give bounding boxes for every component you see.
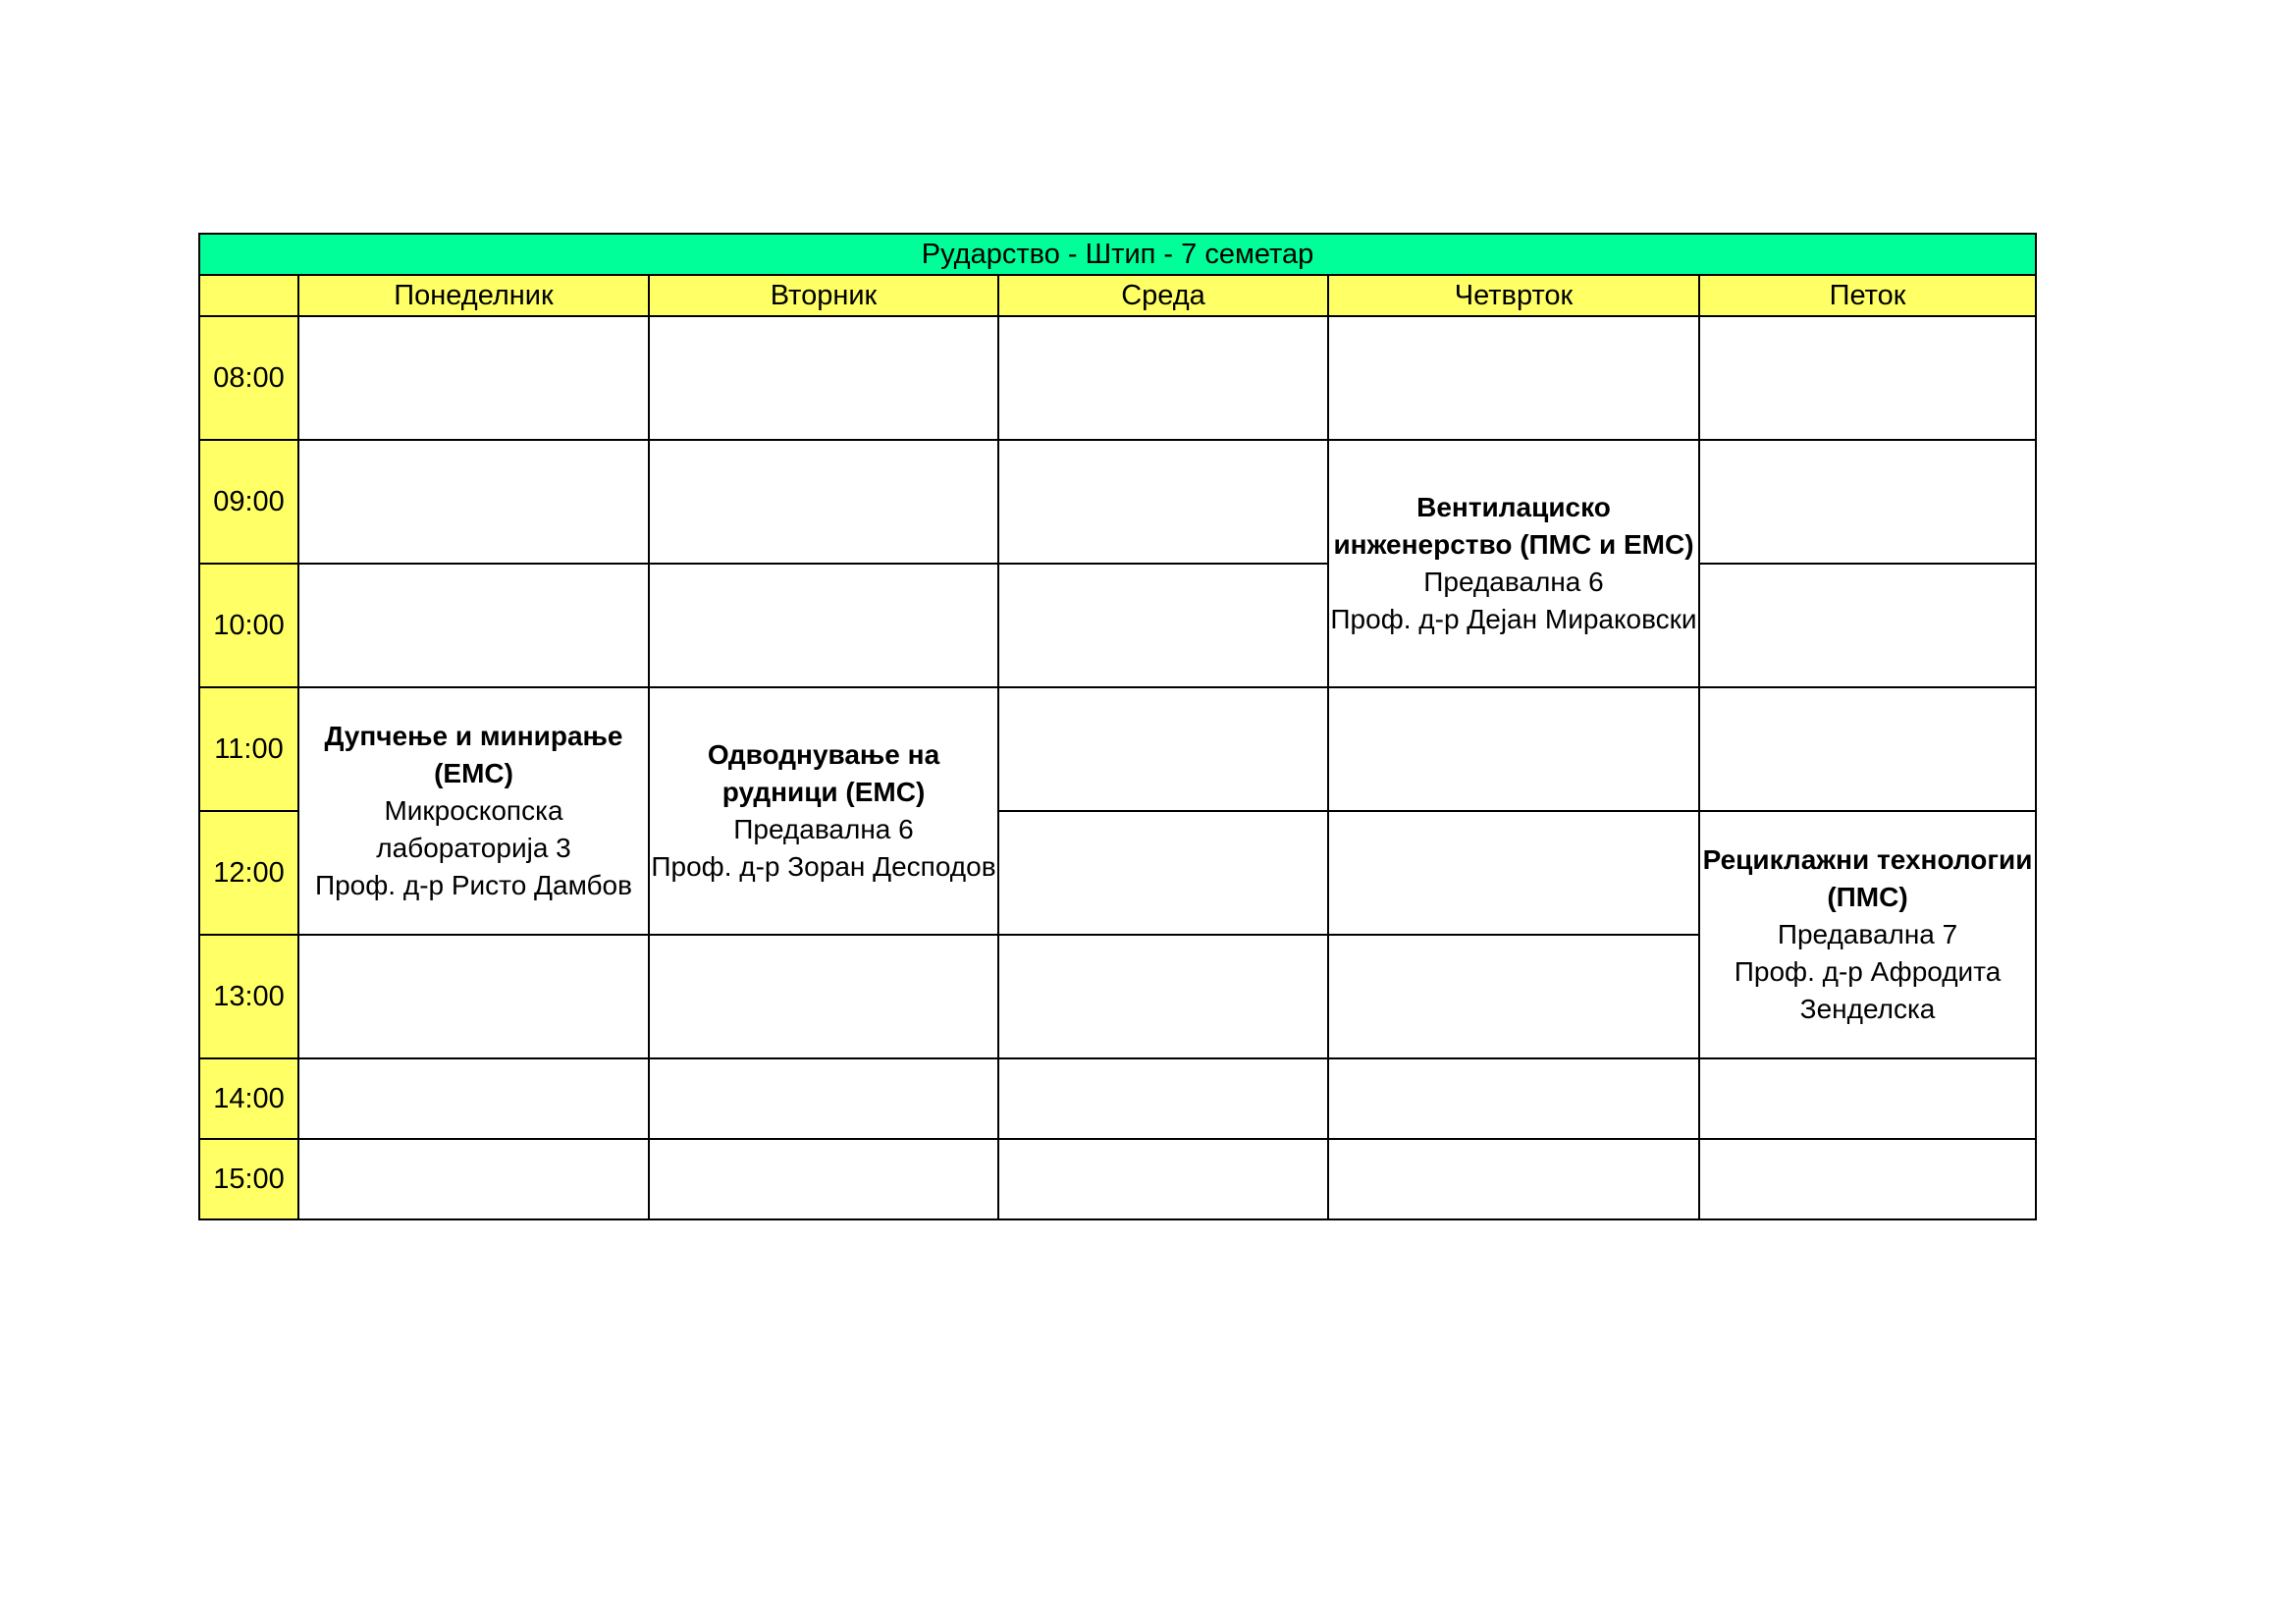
empty-slot: [998, 440, 1328, 564]
lesson-room: Предавална 6: [733, 814, 914, 844]
lesson-professor: Проф. д-р Зоран Десподов: [651, 851, 996, 882]
lesson-subject: Дупчење и минирање (ЕМС): [324, 721, 623, 788]
lesson-cell-friday-1200: [1699, 811, 2036, 1058]
empty-slot: [1699, 1139, 2036, 1219]
empty-slot: [298, 1139, 649, 1219]
empty-slot: [1328, 687, 1699, 811]
lesson-cell-thursday-0900: [1328, 440, 1699, 687]
empty-slot: [998, 564, 1328, 687]
time-label: 15:00: [199, 1139, 298, 1219]
empty-slot: [649, 440, 998, 564]
lesson-professor: Проф. д-р Ристо Дамбов: [314, 870, 632, 900]
empty-slot: [298, 564, 649, 687]
empty-slot: [998, 316, 1328, 440]
lesson-cell-tuesday-1100: [649, 687, 998, 935]
time-label: 09:00: [199, 440, 298, 564]
empty-slot: [649, 316, 998, 440]
day-header-wednesday: Среда: [998, 275, 1328, 316]
empty-slot: [1328, 316, 1699, 440]
time-label: 14:00: [199, 1058, 298, 1139]
lesson-professor: Проф. д-р Афродита Зенделска: [1734, 956, 2002, 1024]
time-row-1500: [199, 1139, 2036, 1219]
time-row-0800: [199, 316, 2036, 440]
lesson-professor: Проф. д-р Дејан Мираковски: [1330, 604, 1697, 634]
day-header-monday: Понеделник: [298, 275, 649, 316]
empty-slot: [998, 687, 1328, 811]
empty-slot: [649, 564, 998, 687]
empty-slot: [1328, 1139, 1699, 1219]
corner-cell: [199, 275, 298, 316]
empty-slot: [998, 935, 1328, 1058]
empty-slot: [298, 316, 649, 440]
time-label: 11:00: [199, 687, 298, 811]
empty-slot: [649, 935, 998, 1058]
empty-slot: [1699, 687, 2036, 811]
lesson-subject: Рециклажни технологии (ПМС): [1702, 844, 2033, 912]
schedule-table: [198, 233, 2035, 1216]
empty-slot: [298, 440, 649, 564]
time-label: 10:00: [199, 564, 298, 687]
empty-slot: [1699, 316, 2036, 440]
empty-slot: [1328, 935, 1699, 1058]
lesson-room: Предавална 7: [1777, 919, 1958, 949]
lesson-room: Микроскопска лабораторија 3: [376, 795, 571, 863]
empty-slot: [649, 1139, 998, 1219]
empty-slot: [1699, 1058, 2036, 1139]
lesson-cell-monday-1100: [298, 687, 649, 935]
empty-slot: [998, 811, 1328, 935]
time-row-1100: [199, 687, 2036, 811]
empty-slot: [998, 1139, 1328, 1219]
timetable-grid: [198, 233, 2037, 1220]
day-header-tuesday: Вторник: [649, 275, 998, 316]
time-label: 13:00: [199, 935, 298, 1058]
lesson-subject: Вентилациско инженерство (ПМС и ЕМС): [1333, 492, 1694, 560]
day-header-thursday: Четврток: [1328, 275, 1699, 316]
lesson-subject: Одводнување на рудници (ЕМС): [707, 739, 940, 807]
day-header-friday: Петок: [1699, 275, 2036, 316]
lesson-room: Предавална 6: [1423, 567, 1604, 597]
empty-slot: [298, 935, 649, 1058]
time-row-1000: [199, 564, 2036, 687]
time-row-1400: [199, 1058, 2036, 1139]
empty-slot: [1699, 564, 2036, 687]
empty-slot: [1328, 1058, 1699, 1139]
time-label: 08:00: [199, 316, 298, 440]
empty-slot: [298, 1058, 649, 1139]
empty-slot: [649, 1058, 998, 1139]
empty-slot: [1699, 440, 2036, 564]
time-row-0900: [199, 440, 2036, 564]
empty-slot: [1328, 811, 1699, 935]
time-label: 12:00: [199, 811, 298, 935]
empty-slot: [998, 1058, 1328, 1139]
schedule-title: Рударство - Штип - 7 семетар: [199, 234, 2036, 275]
